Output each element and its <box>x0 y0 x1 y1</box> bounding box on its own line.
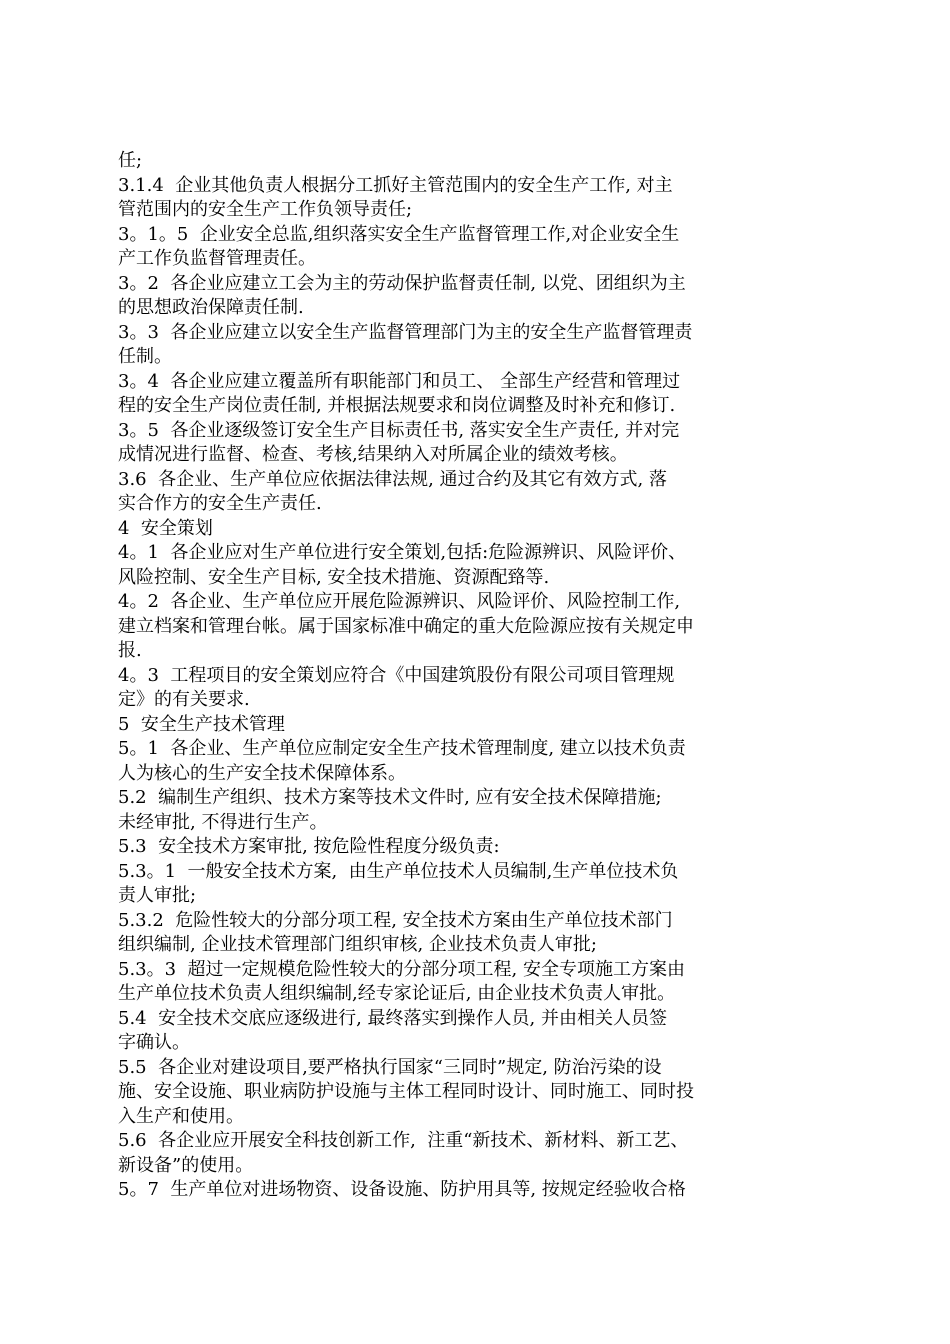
text-line: 4 安全策划 <box>118 517 213 539</box>
text-line: 建立档案和管理台帐。属于国家标准中确定的重大危险源应按有关规定申 <box>118 615 694 637</box>
text-line: 3.6 各企业、生产单位应依据法律法规, 通过合约及其它有效方式, 落 <box>118 468 667 490</box>
text-line: 未经审批, 不得进行生产。 <box>118 811 328 833</box>
text-line: 任; <box>118 150 143 171</box>
text-line: 5.3.2 危险性较大的分部分项工程, 安全技术方案由生产单位技术部门 <box>118 909 673 931</box>
text-line: 报. <box>118 640 142 661</box>
text-line: 5.4 安全技术交底应逐级进行, 最终落实到操作人员, 并由相关人员签 <box>118 1007 667 1029</box>
text-line: 人为核心的生产安全技术保障体系。 <box>118 762 406 784</box>
text-line: 5.3 安全技术方案审批, 按危险性程度分级负责: <box>118 836 500 857</box>
text-line: 字确认。 <box>118 1032 190 1053</box>
text-line: 组织编制, 企业技术管理部门组织审核, 企业技术负责人审批; <box>118 934 597 955</box>
text-line: 4。3 工程项目的安全策划应符合《中国建筑股份有限公司项目管理规 <box>118 664 675 686</box>
text-line: 生产单位技术负责人组织编制,经专家论证后, 由企业技术负责人审批。 <box>118 983 676 1004</box>
text-line: 4。2 各企业、生产单位应开展危险源辨识、风险评价、风险控制工作, <box>118 591 681 612</box>
text-line: 施、安全设施、职业病防护设施与主体工程同时设计、同时施工、同时投 <box>118 1081 694 1102</box>
text-line: 实合作方的安全生产责任. <box>118 493 322 514</box>
text-line: 3。4 各企业应建立覆盖所有职能部门和员工、 全部生产经营和管理过 <box>118 370 681 392</box>
text-line: 管范围内的安全生产工作负领导责任; <box>118 199 413 220</box>
text-line: 3.1.4 企业其他负责人根据分工抓好主管范围内的安全生产工作, 对主 <box>118 174 673 196</box>
document-body <box>118 149 848 1203</box>
text-line: 成情况进行监督、检查、考核,结果纳入对所属企业的绩效考核。 <box>118 444 628 465</box>
text-line: 任制。 <box>118 346 172 367</box>
text-line: 5.6 各企业应开展安全科技创新工作, 注重“新技术、新材料、新工艺、 <box>118 1130 689 1151</box>
text-line: 产工作负监督管理责任。 <box>118 248 316 269</box>
text-line: 5。1 各企业、生产单位应制定安全生产技术管理制度, 建立以技术负责 <box>118 738 686 759</box>
text-line: 风险控制、安全生产目标, 安全技术措施、资源配臵等. <box>118 566 550 588</box>
text-line: 责人审批; <box>118 885 197 906</box>
text-line: 5。7 生产单位对进场物资、设备设施、防护用具等, 按规定经验收合格 <box>118 1179 686 1200</box>
text-line: 3。3 各企业应建立以安全生产监督管理部门为主的安全生产监督管理责 <box>118 321 693 343</box>
text-line: 定》的有关要求. <box>118 689 250 710</box>
text-line: 5.5 各企业对建设项目,要严格执行国家“三同时”规定, 防治污染的设 <box>118 1056 662 1078</box>
text-line: 新设备”的使用。 <box>118 1154 254 1176</box>
text-line: 的思想政治保障责任制. <box>118 297 304 318</box>
text-line: 5 安全生产技术管理 <box>118 713 285 735</box>
text-line: 5.2 编制生产组织、技术方案等技术文件时, 应有安全技术保障措施; <box>118 787 662 808</box>
text-line: 程的安全生产岗位责任制, 并根据法规要求和岗位调整及时补充和修订. <box>118 395 676 416</box>
text-line: 3。5 各企业逐级签订安全生产目标责任书, 落实安全生产责任, 并对完 <box>118 419 680 441</box>
text-line: 5.3。1 一般安全技术方案, 由生产单位技术人员编制,生产单位技术负 <box>118 860 679 882</box>
text-line: 3。1。5 企业安全总监,组织落实安全生产监督管理工作,对企业安全生 <box>118 223 680 245</box>
text-line: 5.3。3 超过一定规模危险性较大的分部分项工程, 安全专项施工方案由 <box>118 958 685 980</box>
text-line: 4。1 各企业应对生产单位进行安全策划,包括:危险源辨识、风险评价、 <box>118 542 687 563</box>
text-line: 3。2 各企业应建立工会为主的劳动保护监督责任制, 以党、团组织为主 <box>118 272 686 294</box>
text-line: 入生产和使用。 <box>118 1105 244 1127</box>
